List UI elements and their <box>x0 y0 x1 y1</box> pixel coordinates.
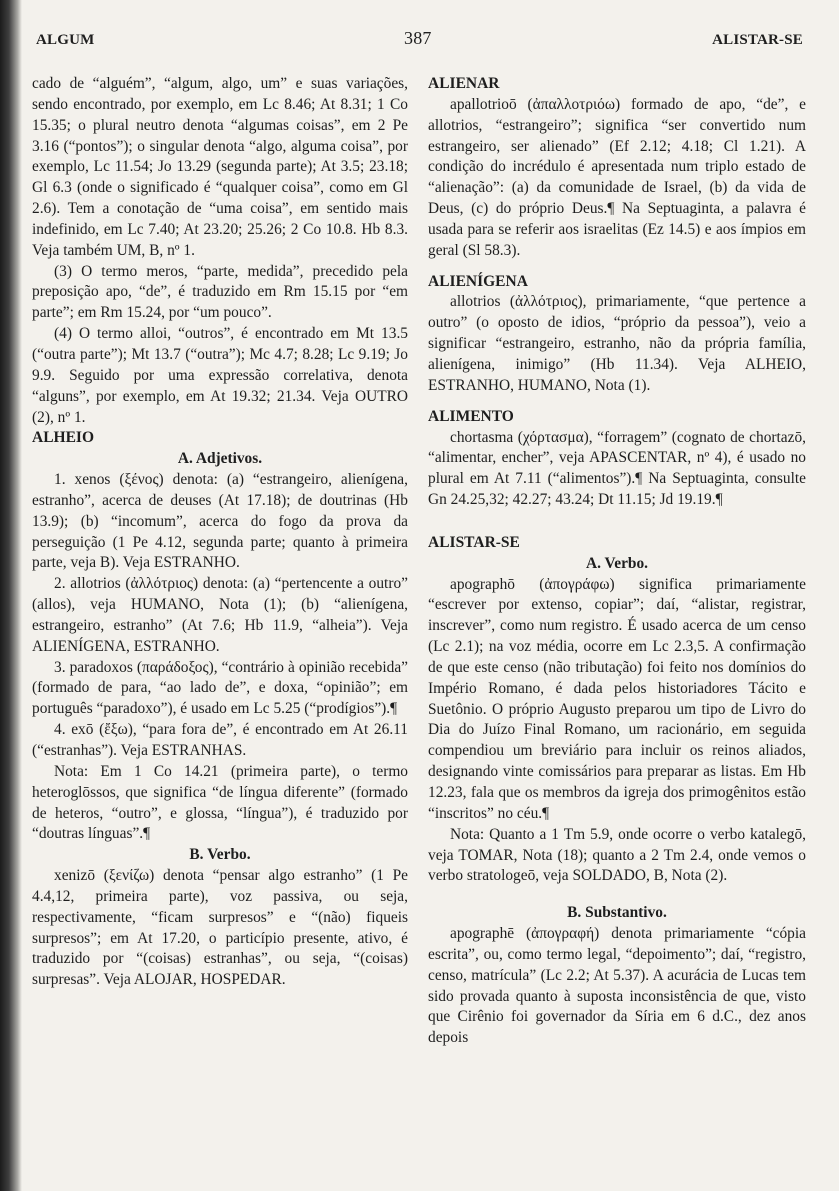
section-heading-adjetivos: A. Adjetivos. <box>177 450 263 468</box>
paragraph: allotrios (ἀλλότριος), primariamente, “que pertence a outro” (o oposto de idios, “próprio da pessoa”), veio a significar “estrangeiro, estranho, não da própria família, alienígena, inimigo” (Hb 11.34). Veja ALHEIO, ESTRANHO, HUMANO, Nota (1). <box>428 293 806 394</box>
page-number: 387 <box>404 28 432 48</box>
section-heading-substantivo: B. Substantivo. <box>567 904 667 922</box>
note-paragraph: Nota: Em 1 Co 14.21 (primeira parte), o termo heteroglōssos, que significa “de língua diferente” (formado de heteros, “outro”, e glossa, “língua”), é traduzido por “doutras línguas”.¶ <box>32 762 408 843</box>
paragraph: (3) O termo meros, “parte, medida”, precedido pela preposição apo, “de”, é traduzido em Rm 15.15 por “em parte”; em Rm 15.24, por “um pouco”. <box>32 262 408 322</box>
paragraph: 3. paradoxos (παράδοξος), “contrário à opinião recebida” (formado de para, “ao lado de”, e doxa, “opinião”; em português “paradoxo”), é usado em Lc 5.25 (“prodígios”).¶ <box>32 658 408 718</box>
paragraph: apallotrioō (ἀπαλλοτριόω) formado de apo, “de”, e allotrios, “estrangeiro”; significa “ser convertido num estrangeiro, ser alienado” (Ef 2.12; 4.18; Cl 1.21). A condição do incrédulo é apresentada num triplo estado de “alienação”: (a) da comunidade de Israel, (b) da vida de Deus, (c) do próprio Deus.¶ Na Septuaginta, a palavra é usada para se referir aos israelitas (Ez 14.5) e aos ímpios em geral (Sl 58.3). <box>428 95 806 259</box>
paragraph: apographē (ἀπογραφή) denota primariamente “cópia escrita”, ou, como termo legal, “depoimento”; daí, “registro, censo, matrícula” (Lc 2.2; At 5.37). A acurácia de Lucas tem sido provada quanto à suposta inconsistência de que, visto que Cirênio foi governador da Síria em 6 d.C., dez anos depois <box>428 925 806 1047</box>
section-heading-verbo: B. Verbo. <box>189 846 251 864</box>
section-heading-verbo: A. Verbo. <box>586 554 648 572</box>
paragraph: 2. allotrios (ἀλλότριος) denota: (a) “pertencente a outro” (allos), veja HUMANO, Nota (1); (b) “alienígena, estrangeiro, estranho” (At 7.6; Hb 11.9, “alheia”). Veja ALIENÍGENA, ESTRANHO. <box>32 575 408 655</box>
paragraph: 1. xenos (ξένος) denota: (a) “estrangeiro, alienígena, estranho”, acerca de deuses (At 17.18); de doutrinas (Hb 13.9); (b) “incomum”, acerca do fogo da prova da perseguição (1 Pe 4.12, segunda parte; quanto à primeira parte, veja B). Veja ESTRANHO. <box>32 471 408 572</box>
paragraph: 4. exō (ἔξω), “para fora de”, é encontrado em At 26.11 (“estranhas”). Veja ESTRANHAS. <box>32 721 408 759</box>
note-paragraph: Nota: Quanto a 1 Tm 5.9, onde ocorre o verbo katalegō, veja TOMAR, Nota (18); quanto a 2 Tm 2.4, onde vemos o verbo stratologeō, veja SOLDADO, B, Nota (2). <box>428 825 806 885</box>
entry-heading-alheio: ALHEIO <box>32 429 95 447</box>
left-column <box>32 74 408 991</box>
page-gutter-shadow <box>0 0 22 1191</box>
paragraph: xenizō (ξενίζω) denota “pensar algo estranho” (1 Pe 4.4,12, primeira parte), voz passiva, ou seja, respectivamente, “ficam surpresos” e “(não) fiqueis surpresos”; em At 17.20, o particípio presente, ativo, é traduzido por “(coisas) estranhas”, ou seja, “(coisas) surpresas”. Veja ALOJAR, HOSPEDAR. <box>32 867 408 989</box>
paragraph: (4) O termo alloi, “outros”, é encontrado em Mt 13.5 (“outra parte”); Mt 13.7 (“outra”); Mc 4.7; 8.28; Lc 9.19; Jo 9.9. Seguido por uma expressão correlativa, denota “alguns”, por exemplo, em At 19.32; 21.34. Veja OUTRO (2), nº 1. <box>32 325 408 426</box>
entry-heading-alistar-se: ALISTAR-SE <box>428 533 520 551</box>
entry-heading-alienigena: ALIENÍGENA <box>428 272 528 290</box>
paragraph: cado de “alguém”, “algum, algo, um” e suas variações, sendo encontrado, por exemplo, em Lc 8.46; At 8.31; 1 Co 15.35; o plural neutro denota “algumas coisas”, em 2 Pe 3.16 (“pontos”); o singular denota “algo, alguma coisa”, por exemplo, Lc 11.54; Jo 13.29 (segunda parte); At 3.5; 23.18; Gl 6.3 (onde o significado é “qualquer coisa”, como em Gl 2.6). Tem a conotação de “uma coisa”, em sentido mais indefinido, em Lc 7.40; At 23.20; 25.26; 2 Co 10.8. Hb 8.3. Veja também UM, B, nº 1. <box>32 75 408 259</box>
running-head-right: ALISTAR-SE <box>712 32 803 48</box>
running-head-left: ALGUM <box>36 32 95 48</box>
entry-heading-alimento: ALIMENTO <box>428 407 514 425</box>
paragraph: apographō (ἀπογράφω) significa primariamente “escrever por extenso, copiar”; daí, “alistar, registrar, inscrever”, como num registro. É usado acerca de um censo (Lc 2.1); na voz média, ocorre em Lc 2.3,5. A confirmação de que este censo (não tributação) foi feito nos domínios do Império Romano, é dada pelos historiadores Tácito e Suetônio. O próprio Augusto preparou um tipo de Livro do Dia do Juízo Final Romano, um racionário, em seguida compendiou um breviário para incluir os reinos aliados, designando vinte comissários para preparar as listas. Em Hb 12.23, fala que os membros da igreja dos primogênitos estão “inscritos” no céu.¶ <box>428 575 806 822</box>
entry-heading-alienar: ALIENAR <box>428 75 500 92</box>
right-column <box>428 74 806 1049</box>
paragraph: chortasma (χόρτασμα), “forragem” (cognato de chortazō, “alimentar, encher”, veja APASCENTAR, nº 4), é usado no plural em At 7.11 (“alimentos”).¶ Na Septuaginta, consulte Gn 24.25,32; 42.27; 43.24; Dt 11.15; Jd 19.19.¶ <box>428 428 806 509</box>
